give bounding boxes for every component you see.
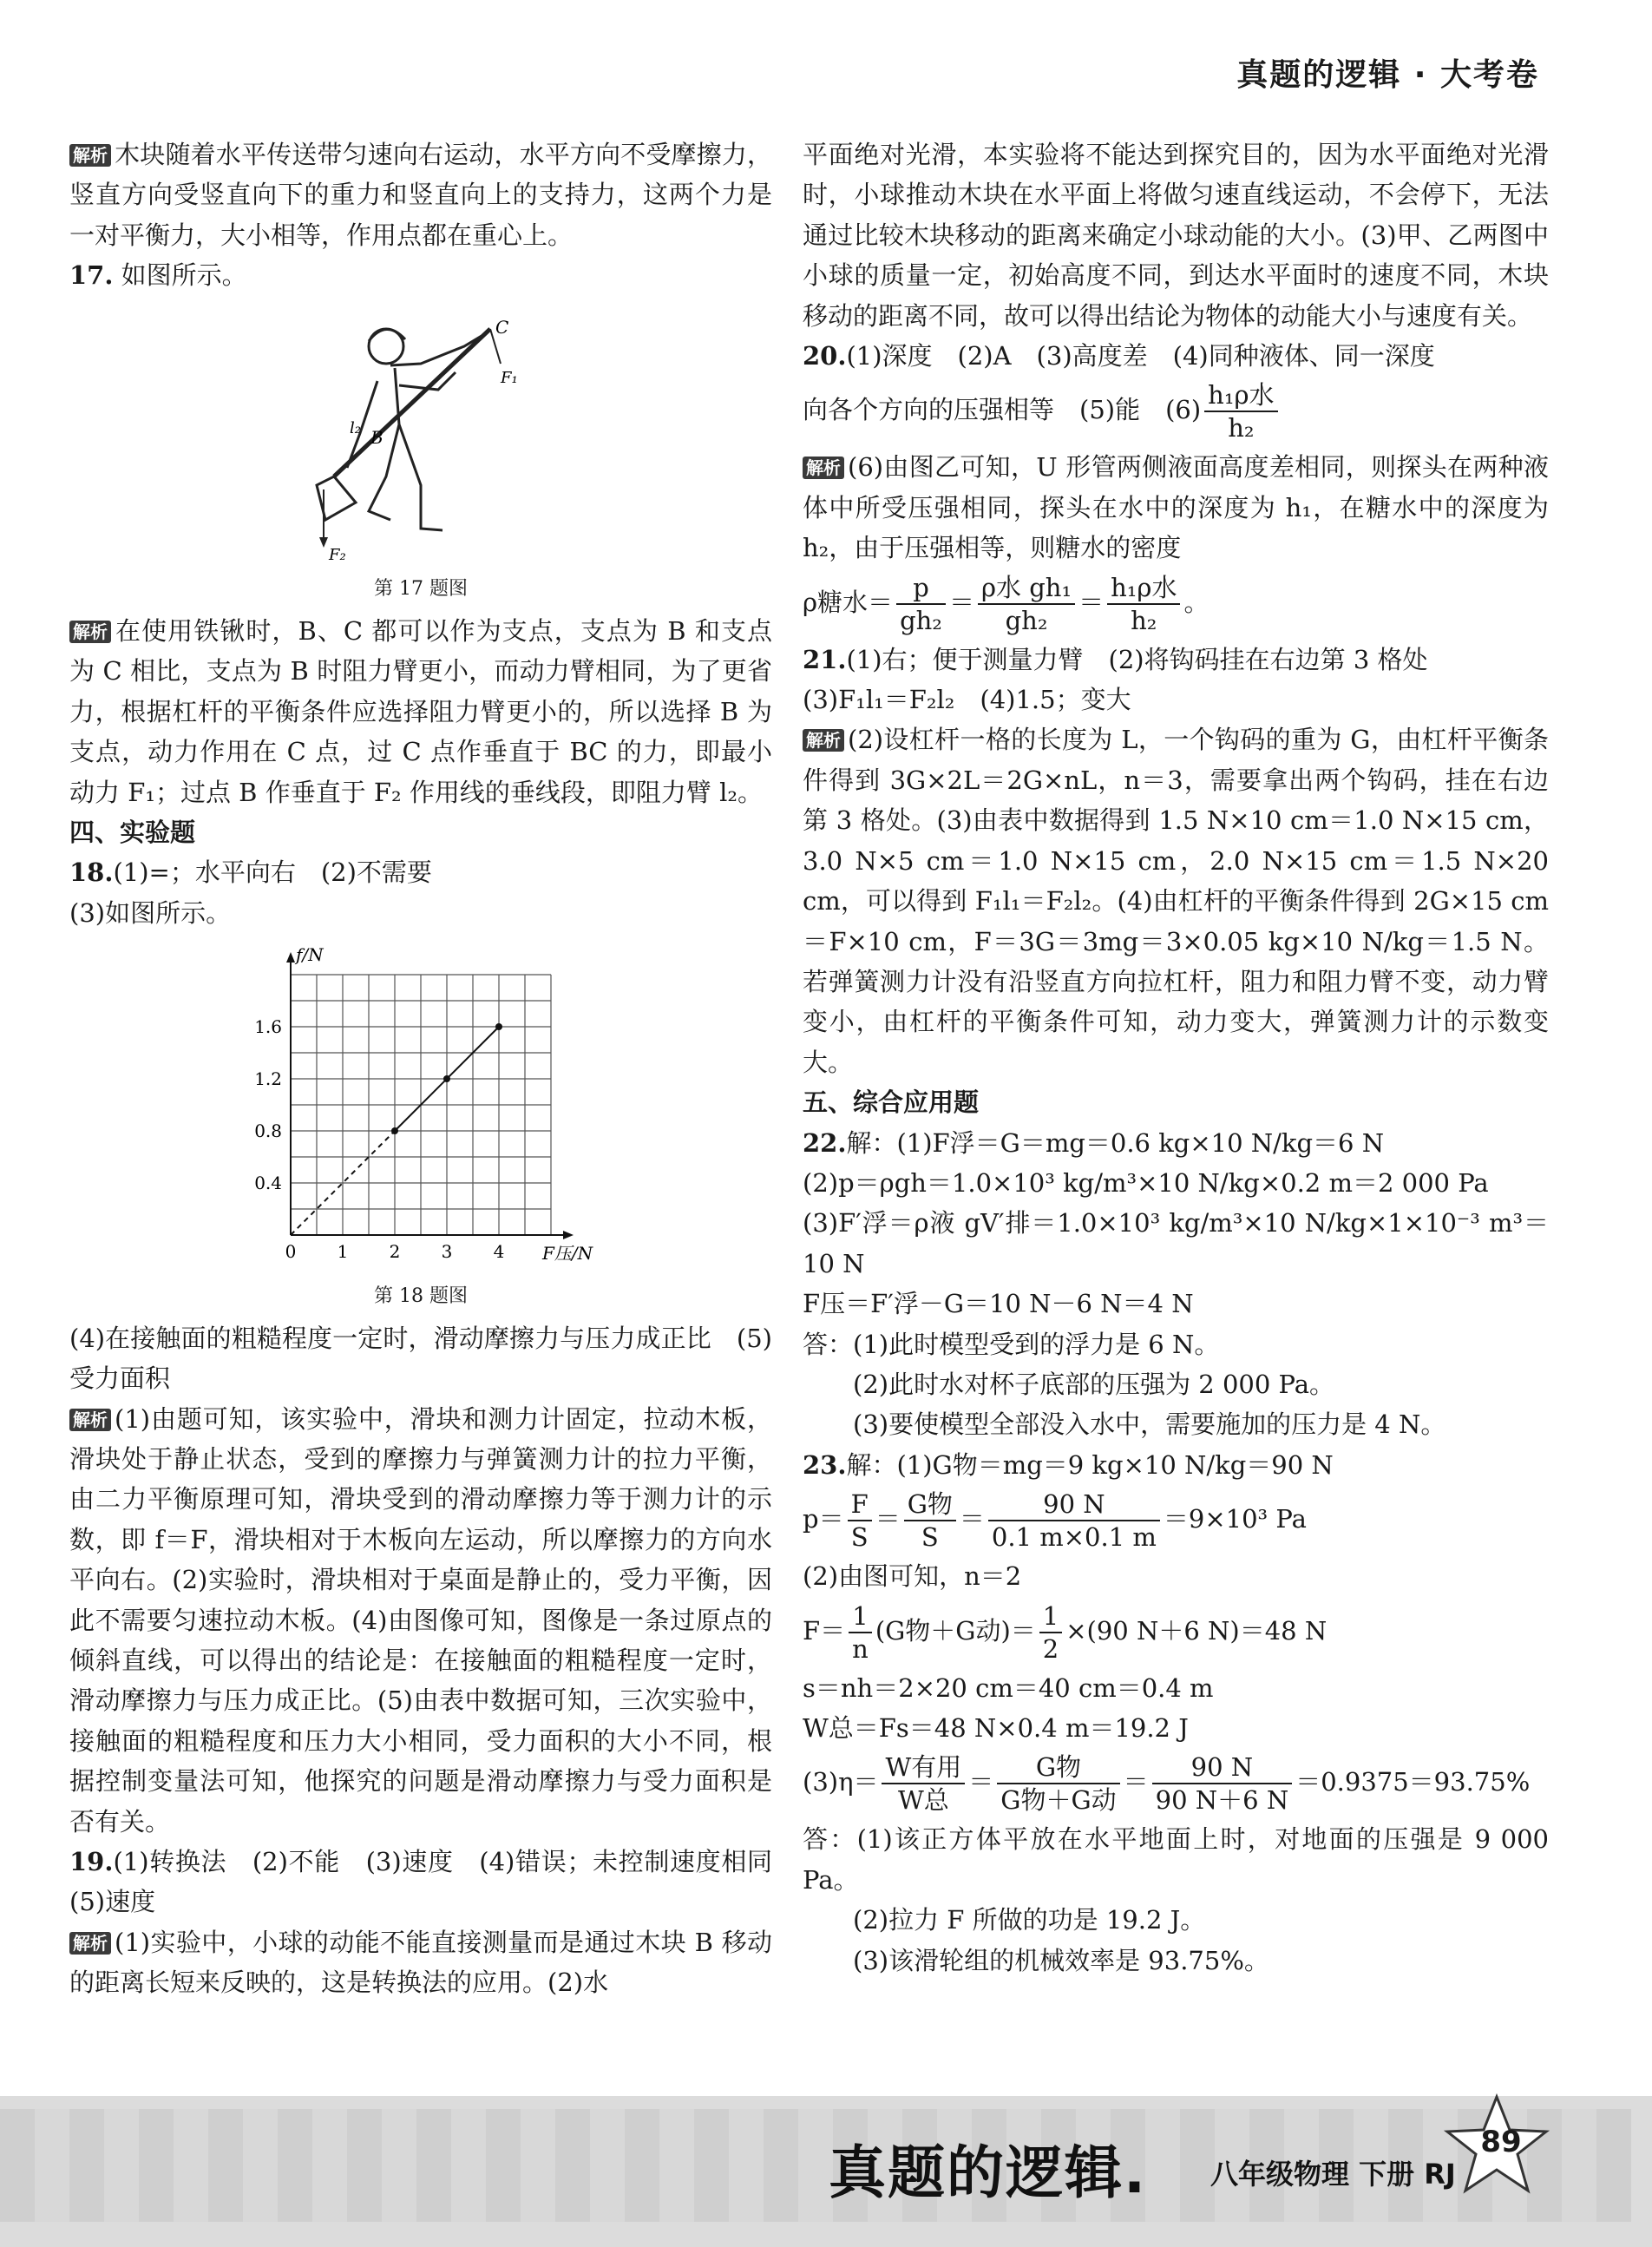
question-23: 23.解：(1)G物＝mg＝9 kg×10 N/kg＝90 N [803, 1449, 1334, 1480]
figure-18 [69, 940, 772, 1311]
answer-20-analysis: 解析 (6)由图乙可知，U 形管两侧液面高度差相同，则探头在两种液体中所受压强相同，探头在水中的深度为 h₁，在糖水中的深度为 h₂，由于压强相等，则糖水的密度 [803, 452, 1549, 563]
question-20-line2: 向各个方向的压强相等 (5)能 (6) $\frac{\text{h₁ρ水}}{\text{h₂}}$ [803, 379, 1549, 443]
question-18-line2: (3)如图所示。 [69, 897, 232, 928]
x-tick-label: 2 [389, 1241, 401, 1263]
x-tick-label: 1 [337, 1241, 349, 1263]
question-23-answer2: (2)拉力 F 所做的功是 19.2 J。 [853, 1905, 1206, 1935]
question-22-line4: F压＝F′浮－G＝10 N－6 N＝4 N [803, 1289, 1194, 1319]
question-19: 19.(1)转换法 (2)不能 (3)速度 (4)错误；未控制速度相同 (5)速度 [69, 1846, 798, 1917]
question-23-line4: W总＝Fs＝48 N×0.4 m＝19.2 J [803, 1713, 1189, 1743]
x-tick-label: 3 [441, 1241, 453, 1263]
x-tick-label: 0 [285, 1241, 297, 1263]
page-number: 89 [1480, 2125, 1522, 2159]
y-axis-arrow [286, 952, 295, 963]
data-point [443, 1075, 450, 1082]
x-axis-label: F压/N [542, 1243, 593, 1265]
friction-chart [239, 940, 603, 1270]
question-23-line2: (2)由图可知，n＝2 [803, 1561, 1022, 1592]
y-axis-label: f/N [296, 944, 324, 966]
answer-19-continued: 平面绝对光滑，本实验将不能达到探究目的，因为水平面绝对光滑时，小球推动木块在水平面上将做匀速直线运动，不会停下，无法通过比较木块移动的距离来确定小球动能的大小。(3)甲、乙两图中小球的质量一定，初始高度不同，到达水平面时的速度不同，木块移动的距离不同，故可以得出结论为物体的动能大小与速度有关。 [803, 140, 1549, 331]
data-point [495, 1023, 502, 1030]
y-tick-label: 0.4 [254, 1173, 282, 1194]
answer-16-analysis: 解析 木块随着水平传送带匀速向右运动，水平方向不受摩擦力，竖直方向受竖直向下的重力和竖直向上的支持力，这两个力是一对平衡力，大小相等，作用点都在重心上。 [69, 140, 772, 250]
question-23-answer3: (3)该滑轮组的机械效率是 93.75%。 [853, 1945, 1269, 1975]
question-23-answer1: 答：(1)该正方体平放在水平地面上时，对地面的压强是 9 000 Pa。 [803, 1824, 1549, 1895]
question-22-answer1: 答：(1)此时模型受到的浮力是 6 N。 [803, 1329, 1220, 1359]
x-axis-arrow [563, 1231, 574, 1239]
left-column [69, 135, 798, 2003]
answer-19-analysis: 解析 (1)实验中，小球的动能不能直接测量而是通过木块 B 移动的距离长短来反映的，这是转换法的应用。(2)水 [69, 1927, 772, 1998]
y-tick-label: 1.6 [254, 1016, 282, 1038]
question-22: 22.解：(1)F浮＝G＝mg＝0.6 kg×10 N/kg＝6 N [803, 1127, 1385, 1158]
y-tick-label: 1.2 [254, 1068, 282, 1090]
question-17: 17. 如图所示。 [69, 260, 247, 291]
figure-18-caption: 第 18 题图 [374, 1284, 468, 1307]
question-18: 18.(1)=；水平向右 (2)不需要 [69, 857, 432, 888]
section-experiments: 四、实验题 [69, 818, 196, 848]
question-23-line3: s＝nh＝2×20 cm＝40 cm＝0.4 m [803, 1672, 1214, 1703]
question-23-efficiency: (3)η＝ $\frac{\text{W有用}}{\text{W总}}$ ＝ $\frac{\text{G物}}{\text{G物＋G动}}$ ＝ $\frac{90 N}{90 N+6 N}$ ＝0.9375＝93.75% [803, 1752, 1531, 1816]
footer-logo: 真题的逻辑. [829, 2139, 1148, 2206]
fig17-label-l2: l₂ [350, 418, 361, 437]
data-point [391, 1127, 398, 1134]
question-21-line2: (3)F₁l₁＝F₂l₂ (4)1.5；变大 [803, 685, 1131, 715]
question-18-line3: (4)在接触面的粗糙程度一定时，滑动摩擦力与压力成正比 (5)受力面积 [69, 1323, 772, 1394]
answer-17-analysis: 解析 在使用铁锹时，B、C 都可以作为支点，支点为 B 和支点为 C 相比，支点为 B 时阻力臂更小，而动力臂相同，为了更省力，根据杠杆的平衡条件应选择阻力臂更小的，所以选择 B 为支点，动力作用在 C 点，过 C 点作垂直于 BC 的力，即最小动力 F₁；过点 B 作垂直于 F₂ 作用线的垂线段，即阻力臂 l₂。 [69, 616, 772, 807]
right-column [803, 135, 1549, 1981]
question-20: 20.(1)深度 (2)A (3)高度差 (4)同种液体、同一深度 [803, 341, 1435, 371]
header-title: 真题的逻辑 · 大考卷 [1236, 57, 1539, 93]
fig17-label-f2: F₂ [329, 545, 346, 563]
question-23-force: F＝ $\frac{1}{n}$ (G物＋G动)＝ $\frac{1}{2}$ ×(90 N＋6 N)＝48 N [803, 1600, 1328, 1664]
question-22-answer2: (2)此时水对杯子底部的压强为 2 000 Pa。 [853, 1369, 1335, 1399]
question-22-line2: (2)p＝ρgh＝1.0×10³ kg/m³×10 N/kg×0.2 m＝2 000 Pa [803, 1167, 1489, 1198]
analysis-tag: 解析 [69, 144, 111, 167]
question-21: 21.(1)右；便于测量力臂 (2)将钩码挂在右边第 3 格处 [803, 644, 1428, 674]
answer-18-analysis: 解析 (1)由题可知，该实验中，滑块和测力计固定，拉动木板，滑块处于静止状态，受到的摩擦力与弹簧测力计的拉力平衡，由二力平衡原理可知，滑块受到的滑动摩擦力等于测力计的示数，即 f＝F，滑块相对于木板向左运动，所以摩擦力的方向水平向右。(2)实验时，滑块相对于桌面是静止的，受力平衡，因此不需要匀速拉动木板。(4)由图像可知，图像是一条过原点的倾斜直线，可以得出的结论是：在接触面的粗糙程度一定时，滑动摩擦力与压力成正比。(5)由表中数据可知，三次实验中，接触面的粗糙程度和压力大小相同，受力面积的大小不同，根据控制变量法可知，他探究的问题是滑动摩擦力与受力面积是否有关。 [69, 1403, 772, 1836]
figure-17-caption: 第 17 题图 [374, 578, 468, 601]
question-22-line3: (3)F′浮＝ρ液 gV′排＝1.0×10³ kg/m³×10 N/kg×1×10⁻³ m³＝10 N [803, 1208, 1549, 1278]
x-tick-label: 4 [493, 1241, 505, 1263]
figure-17 [69, 303, 772, 604]
question-23-pressure: p＝ $\frac{F}{S}$ ＝ $\frac{\text{G物}}{S}$ ＝ $\frac{90 N}{0.1 m\times 0.1 m}$ ＝9×10³ Pa [803, 1489, 1307, 1553]
shovel-worker-figure [308, 303, 534, 563]
answer-21-analysis: 解析 (2)设杠杆一格的长度为 L，一个钩码的重为 G，由杠杆平衡条件得到 3G×2L＝2G×nL，n＝3，需要拿出两个钩码，挂在右边第 3 格处。(3)由表中数据得到 1.5 N×10 cm＝1.0 N×15 cm，3.0 N×5 cm＝1.0 N×15 cm，2.0 N×15 cm＝1.5 N×20 cm，可以得到 F₁l₁＝F₂l₂。(4)由杠杆的平衡条件得到 2G×15 cm＝F×10 cm，F＝3G＝3mg＝3×0.05 kg×10 N/kg＝1.5 N。若弹簧测力计没有沿竖直方向拉杠杆，阻力和阻力臂不变，动力臂变小，由杠杆的平衡条件可知，动力变大，弹簧测力计的示数变大。 [803, 725, 1549, 1077]
fig17-label-c: C [495, 316, 509, 338]
footer-subtitle: 八年级物理 下册 RJ [1210, 2158, 1456, 2191]
question-22-answer3: (3)要使模型全部没入水中，需要施加的压力是 4 N。 [853, 1409, 1446, 1440]
answer-20-formula: ρ糖水＝ $\frac{p}{\text{gh₂}}$ ＝ $\frac{\text{ρ水 gh₁}}{\text{gh₂}}$ ＝ $\frac{\text{h₁ρ水}}{\text{h₂}}$ 。 [803, 572, 1210, 635]
fig17-label-f1: F₁ [501, 368, 518, 387]
fig17-label-b: B [370, 426, 384, 448]
y-tick-label: 0.8 [254, 1120, 282, 1142]
section-applications: 五、综合应用题 [803, 1087, 980, 1118]
